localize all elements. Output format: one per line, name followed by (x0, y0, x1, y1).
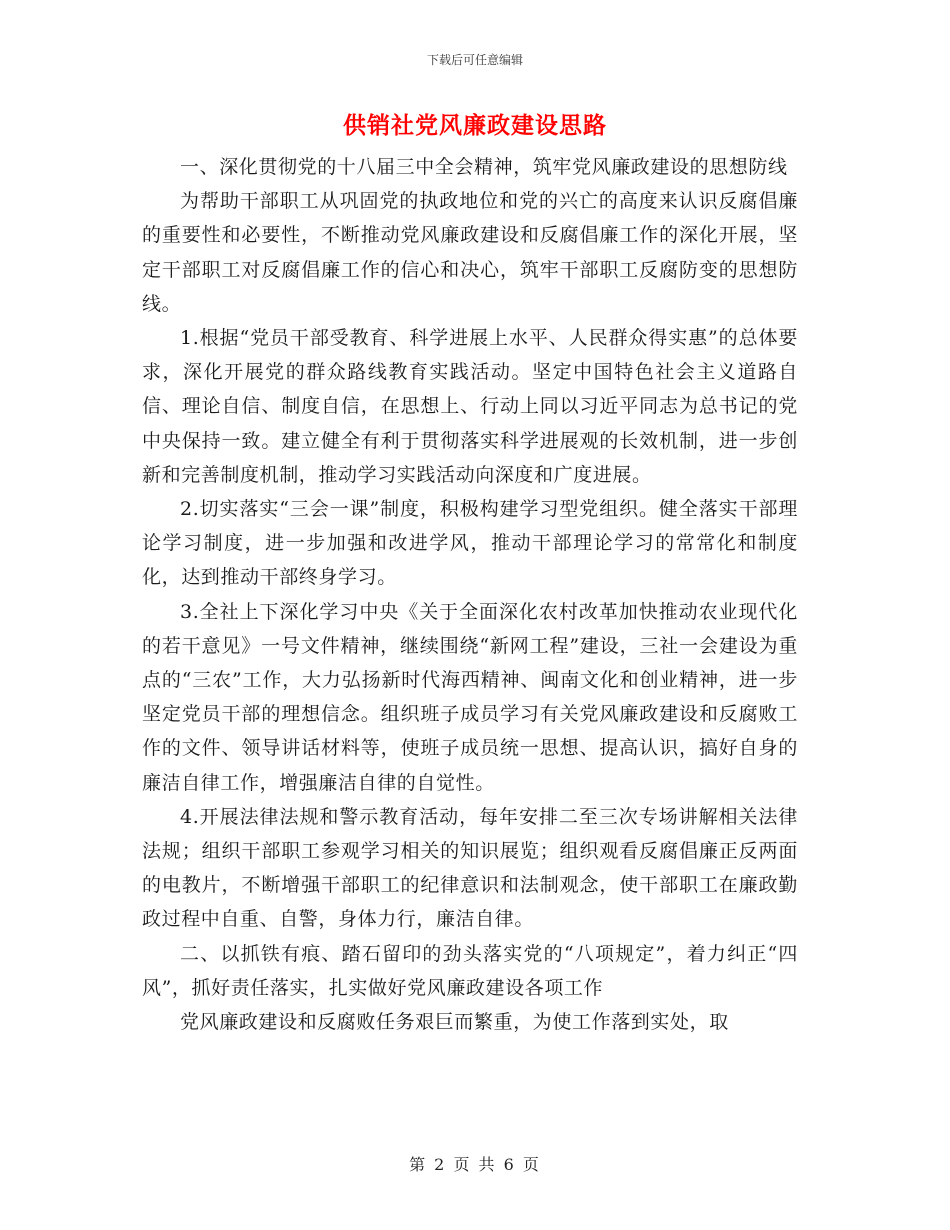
list-item-2: 2.切实落实“三会一课”制度，积极构建学习型党组织。健全落实干部理论学习制度，进一步加强和改进学风，推动干部理论学习的常常化和制度化，达到推动干部终身学习。 (142, 498, 798, 589)
body-paragraph: 党风廉政建设和反腐败任务艰巨而繁重，为使工作落到实处，取 (180, 1011, 729, 1034)
document-title: 供销社党风廉政建设思路 (343, 112, 607, 139)
body-paragraph: 为帮助干部职工从巩固党的执政地位和党的兴亡的高度来认识反腐倡廉的重要性和必要性，不断推动党风廉政建设和反腐倡廉工作的深化开展，坚定干部职工对反腐倡廉工作的信心和决心，筑牢干部职工反腐防变的思想防线。 (142, 190, 798, 315)
section-heading-1: 一、深化贯彻党的十八届三中全会精神，筑牢党风廉政建设的思想防线 (180, 156, 788, 178)
section-heading-2: 二、以抓铁有痕、踏石留印的劲头落实党的“八项规定”，着力纠正“四风”，抓好责任落实，扎实做好党风廉政建设各项工作 (142, 942, 798, 999)
list-item-4: 4.开展法律法规和警示教育活动，每年安排二至三次专场讲解相关法律法规；组织干部职工参观学习相关的知识展览；组织观看反腐倡廉正反两面的电教片，不断增强干部职工的纪律意识和法制观念，使干部职工在廉政勤政过程中自重、自警，身体力行，廉洁自律。 (142, 805, 798, 931)
list-item-3: 3.全社上下深化学习中央《关于全面深化农村改革加快推动农业现代化的若干意见》一号文件精神，继续围绕“新网工程”建设，三社一会建设为重点的“三农”工作，大力弘扬新时代海西精神、闽南文化和创业精神，进一步坚定党员干部的理想信念。组织班子成员学习有关党风廉政建设和反腐败工作的文件、领导讲话材料等，使班子成员统一思想、提高认识，搞好自身的廉洁自律工作，增强廉洁自律的自觉性。 (142, 600, 798, 794)
page-number: 第 2 页 共 6 页 (409, 1155, 541, 1174)
list-item-1: 1.根据“党员干部受教育、科学进展上水平、人民群众得实惠”的总体要求，深化开展党的群众路线教育实践活动。坚定中国特色社会主义道路自信、理论自信、制度自信，在思想上、行动上同以习近平同志为总书记的党中央保持一致。建立健全有利于贯彻落实科学进展观的长效机制，进一步创新和完善制度机制，推动学习实践活动向深度和广度进展。 (142, 327, 798, 486)
page-header: 下载后可任意编辑 (426, 53, 523, 67)
document-body (142, 150, 798, 1039)
